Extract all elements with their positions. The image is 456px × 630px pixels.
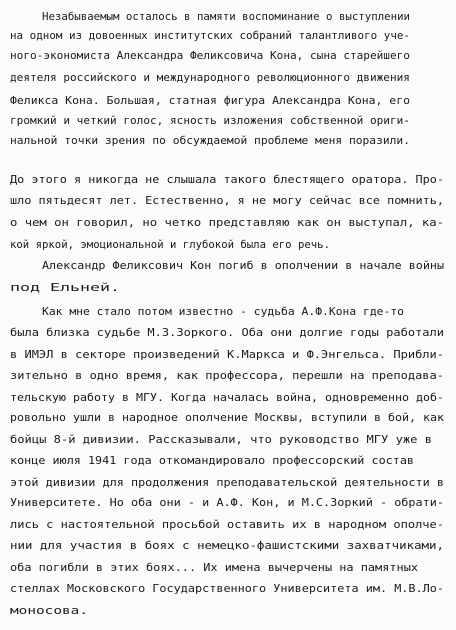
paragraph-1-line: деятеля российского и международного революционного движения [10, 72, 410, 84]
paragraph-2-line: До этого я никогда не слышала такого блестящего оратора. Про- [10, 174, 444, 186]
paragraph-1-line: Феликса Кона. Большая, статная фигура Александра Кона, его [10, 95, 411, 107]
paragraph-2-line: о чем он говорил, но четко представляю как он выступал, ка- [10, 217, 445, 229]
paragraph-4-line: этой дивизии для продолжения преподавательской деятельности в [10, 477, 444, 489]
paragraph-1-line: Незабываемым осталось в памяти воспоминание о выступлении [42, 11, 410, 23]
paragraph-3-line: Александр Феликсович Кон погиб в ополчении в начале войны [42, 260, 445, 272]
paragraph-4-line: стеллах Московского Государственного Университета им. М.В.Ло- [10, 583, 444, 595]
paragraph-4-line: бойцы 8-й дивизии. Рассказывали, что руководство МГУ уже в [10, 434, 432, 446]
paragraph-4-line: зительно в одно время, как профессора, перешли на преподава- [10, 370, 445, 382]
paragraph-4-line: Как мне стало потом известно - судьба А.Ф.Кона где-то [42, 306, 405, 318]
paragraph-4-line: нии для участия в боях с немецко-фашистскими захватчиками, [10, 540, 445, 552]
paragraph-1-line: нальной точки зрения по обсуждаемой проблеме меня поразили. [10, 135, 410, 147]
paragraph-3-line: под Ельней. [10, 282, 121, 294]
paragraph-1-line: на одном из довоенных институтских собраний талантливого уче- [10, 30, 410, 42]
paragraph-4-line: моносова. [10, 605, 88, 617]
paragraph-4-line: тельскую работу в МГУ. Когда началась война, одновременно доб- [10, 392, 444, 404]
paragraph-2-line: шло пятьдесят лет. Естественно, я не могу сейчас все помнить, [10, 195, 444, 207]
paragraph-2-line: кой яркой, эмоциональной и глубокой была его речь. [10, 239, 330, 251]
paragraph-4-line: в ИМЭЛ в секторе произведений К.Маркса и Ф.Энгельса. Прибли- [10, 349, 445, 361]
paragraph-1-line: ного-экономиста Александра Феликсовича Кона, сына старейшего [10, 50, 410, 62]
paragraph-4-line: оба погибли в этих боях... Их имена вычерчены на памятных [10, 562, 419, 574]
paragraph-4-line: лись с настоятельной просьбой оставить их в народном ополче- [10, 519, 445, 531]
paragraph-1-line: громкий и четкий голос, ясность изложения собственной ориги- [10, 115, 410, 127]
paragraph-4-line: была близка судьбе М.З.Зоркого. Оба они долгие годы работали [10, 327, 445, 339]
paragraph-4-line: конце июля 1941 года откомандировало профессорский состав [10, 455, 415, 467]
paragraph-4-line: ровольно ушли в народное ополчение Москвы, вступили в бой, как [10, 412, 444, 424]
paragraph-4-line: Университете. Но оба они - и А.Ф. Кон, и М.С.Зоркий - обрати- [10, 497, 444, 509]
